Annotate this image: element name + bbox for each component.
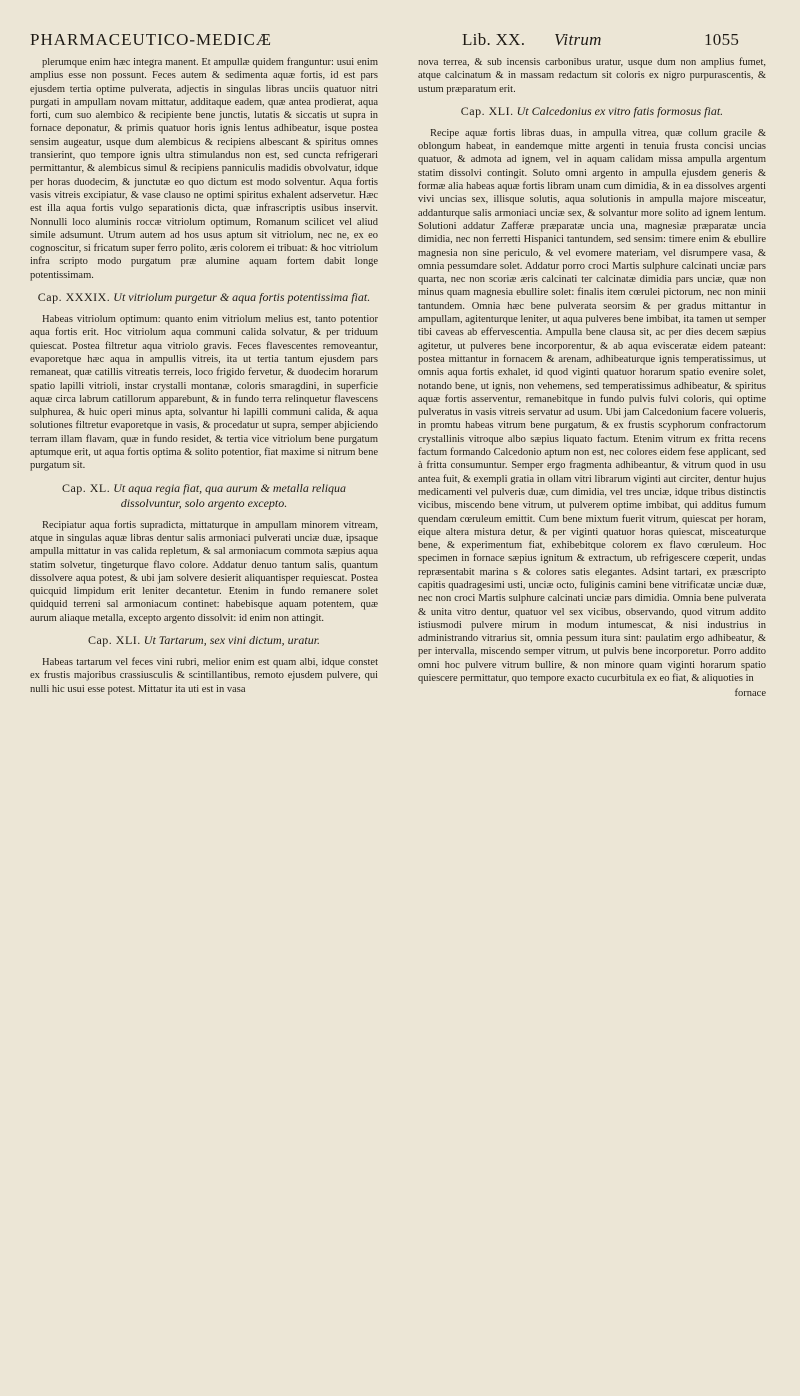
paragraph: plerumque enim hæc integra manent. Et ampullæ quidem franguntur: usui enim amplius esse non possunt. Feces autem & sedimenta aquæ fortis, id est pars ejusdem tertia optime pulverata, adjectis in singulas libras unciis quatuor nitri purgati in ampullam novam mittatur, additaque eadem, quæ antea prodierat, aqua forti, cum suo alembico & recipiente bene junctis, lutatis & siccatis ut supra in fornace deponatur, & primis quatuor horis ignis lentus adhibeatur, isque postea sensim augeatur, usque dum alembicus & recipiens albescant & spiritus omnes transierint, quo tempore ignis ultra stimulandus non est, sed cuncta refrigerari permittantur, & alembicus simul & recipiens panniculis madidis obvolvatur, idque per horas duodecim, & junctutæ eo quo dictum est modo solventur. Aqua fortis vasis vitreis excipiatur, & vase clauso ne optimi spiritus exhalent adservetur. Hæc est illa aqua fortis vulgo separationis dicta, quæ infrascriptis usibus inservit. Nonnulli loco aluminis roccæ vitriolum optimum, Romanum scilicet vel aliud simile adsumunt. Utrum autem ad hos usus aptum sit vitriolum, nec ne, ex eo cognoscitur, si fricatum super ferro polito, æris colorem ei tribuat: & hoc vitriolum infra scripto modo purgatum præ alumine aquam fortem dabit longe potentissimam.: [30, 57, 378, 281]
chapter-heading: [30, 481, 378, 511]
paragraph: Recipe aquæ fortis libras duas, in ampulla vitrea, quæ collum gracile & oblongum habeat, in eandemque mitte argenti in tenuia frusta concisi uncias quatuor, & admota ad ignem, vel in aquam calidam missa ampulla argentum statim dissolvi contingit. Soluto omni argento in ampulla ejusdem generis & formæ alia habeas aquæ fortis libram unam cum dimidia, & in ea dissolves argenti vivi uncias sex, illisque solutis, aqua solutionis in ampulla majore misceatur, addanturque salis armoniaci unciæ sex, & solvantur more solito ad ignem lentum. Solutioni addatur Zafferæ præparatæ uncia una, magnesiæ præparatæ uncia dimidia, nec non ferretti Hispanici tantundem, sed sensim: timere enim & ebullire magnesia non sine periculo, & vel evomere materiam, vel disrumpere vasa, & omnia pessumdare solet. Addatur porro croci Martis sulphure calcinati unciæ pars quarta, nec non scoriæ æris calcinati ter calcinatæ dimidia pars unciæ, quæ non minus quam magnesia ebullire solet: finalis item cœrulei pictorum, nec non minii tantundem. Omnia hæc bene pulverata seorsim & per gradus mittantur in ampullam, agitenturque leniter, ut aqua pulveres bene imbibat, ita tamen ut semper tibi caveas ab effervescentia. Ampulla bene clausa sit, ac per dies decem sæpius agitetur, ut pulveres bene incorporentur, & ab aqua evisceratæ eidem pateant: postea mittantur in fornacem & arenam, adhibeaturque ignis temperatissimus, ut omnis aqua fortis exhalet, id quod viginti quatuor horarum spatio evenire solet, notando bene, ut ignis, non vehemens, sed temperatissimus adhibeatur, & spiritus aquæ fortis asserventur, remanebitque in fundo pulvis fulvi coloris, qui optime pulveratus in vasis vitreis servatur ad usum. Ubi jam Calcedonium facere volueris, in promtu habeas vitrum bene purgatum, & ex frustis scyphorum confractorum crystallinis vitroque albo sæpius liquato factum. Etenim vitrum ex fritta recens factum formando Calcedonio aptum non est, nec colores eidem fese applicant, sed à fritta consumuntur. Semper ergo fragmenta adhibeantur, & vitrum quod in usu antea fuit, & exempli gratia in ollam vitri librarum viginti aut circiter, dentur hujus medicamenti vel pulveris duæ, cum dimidia, vel tres unciæ, idque tribus distinctis vicibus, miscendo bene vitrum, ut pulverem optime imbibat, qui additus fumum quendam cœruleum emittit. Cum bene mixtum fuerit vitrum, quiescat per horam, eique altera mistura detur, & per viginti quatuor horas quiescat, misceaturque bene, & experimentum fiat, exhibebitque colorem ex flavo cœruleum. Hoc specimen in fornace sæpius ignitum & extractum, ub refrigescere cœperit, undas repræsentabit marina s & colores satis elegantes. Adsint tartari, ex præscripto capitis quadragesimi usti, unciæ octo, fuliginis camini bene vitrificatæ unciæ duæ, nec non croci Martis sulphure calcinati unciæ pars dimidia. Omnia bene pulverata & unita vitro dentur, quatuor vel sex vicibus, observando, quod vitrum addito istiusmodi pulvere mirum in modum intumescat, & nisi industrius in administrando vitrarius sit, omnia pessum itura sint: paulatim ergo adhibeatur, & per intervalla, miscendo semper vitrum, ut pulvis bene incorporetur. Porro addito omni hoc pulvere vitrum bullire, & non minore quam viginti horarum spatio quiescere permittatur, quo tempore exacto cucurbitula ex eo fiat, & aliquoties in: [418, 127, 766, 685]
chapter-number: Cap. XLI.: [460, 103, 514, 118]
chapter-number: Cap. XLI.: [87, 632, 141, 647]
chapter-title: Ut aqua regia fiat, qua aurum & metalla reliqua dissolvuntur, solo argento excepto.: [113, 480, 347, 510]
running-title: PHARMACEUTICO-MEDICÆ: [30, 30, 272, 49]
left-column: [30, 56, 378, 1318]
chapter-title: Ut Tartarum, sex vini dictum, uratur.: [143, 632, 321, 647]
chapter-number: Cap. XL.: [61, 480, 111, 495]
paragraph: Recipiatur aqua fortis supradicta, mittaturque in ampullam minorem vitream, atque in singulas aquæ libras dentur salis armoniaci pulverati unciæ duæ, ipsaque ampulla mittatur in vas calida repletum, & sal armoniacum commota sæpius aqua statim solvetur, tingeturque flavo colore. Addatur denuo tantum salis, quantum dissolvere aqua potest, & ubi jam solvere desierit aliquantisper requiescat. Postea quicquid limpidum erit leniter decantetur. Etenim in fundo remanere solet quidquid terreni sal armoniacum continet: habebisque aquam potentem, quæ aurum aliaque metalla, excepto argento dissolvit: id enim non attingit.: [30, 519, 378, 624]
chapter-heading: [30, 290, 378, 305]
chapter-title: Ut vitriolum purgetur & aqua fortis potentissima fiat.: [113, 290, 371, 305]
paragraph: nova terrea, & sub incensis carbonibus uratur, usque dum non amplius fumet, atque calcinatum & in massam redactum sit coloris ex nigro purpurascentis, & ustum præparatum erit.: [418, 57, 766, 95]
page-number: 1055: [704, 30, 740, 49]
paragraph: Habeas tartarum vel feces vini rubri, melior enim est quam albi, idque constet ex frustis majoribus crassiusculis & scintillantibus, remoto ejusdem pulvere, qui nulli hic usui esse potest. Mittatur ita uti est in vasa: [30, 656, 378, 695]
catchword: fornace: [734, 688, 766, 700]
running-word: Vitrum: [554, 30, 602, 49]
chapter-number: Cap. XXXIX.: [37, 290, 111, 305]
chapter-heading: [418, 104, 766, 119]
book-number: Lib. XX.: [462, 30, 526, 49]
running-header: [0, 0, 800, 56]
paragraph: Habeas vitriolum optimum: quanto enim vitriolum melius est, tanto potentior aqua fortis erit. Hoc vitriolum aqua communi calida solvatur, & per triduum quiescat. Postea filtretur aqua vitriolo gravis. Feces flavescentes removeantur, evaporetque hæc aqua in ampullis vitreis, ita ut tertia tantum ejusdem pars remaneat, quæ catillis vitreatis terreis, loco frigido fervetur, & duodecim horarum spatio lapilli vitrioli, instar crystalli montanæ, coloris smaragdini, in superficie aquæ circa labrum catillorum apparebunt, & in fundo terra relinquetur flavescens sulphurea, & huic operi minus apta, solvantur hi lapilli communi calida, & aqua solutiones filtretur evaporetque in vasis, & procedatur ut supra, semper abjiciendo terram illam flavam, quæ in fundo residet, & tertia vice vitriolum bene purgatum aptumque erit, ut aqua fortis optima & solito potentior, fiat maxime si nitrum bene purgatum sit.: [30, 314, 378, 472]
right-column: [418, 56, 766, 1348]
chapter-heading: [30, 633, 378, 648]
chapter-title: Ut Calcedonius ex vitro fatis formosus fiat.: [516, 103, 724, 118]
